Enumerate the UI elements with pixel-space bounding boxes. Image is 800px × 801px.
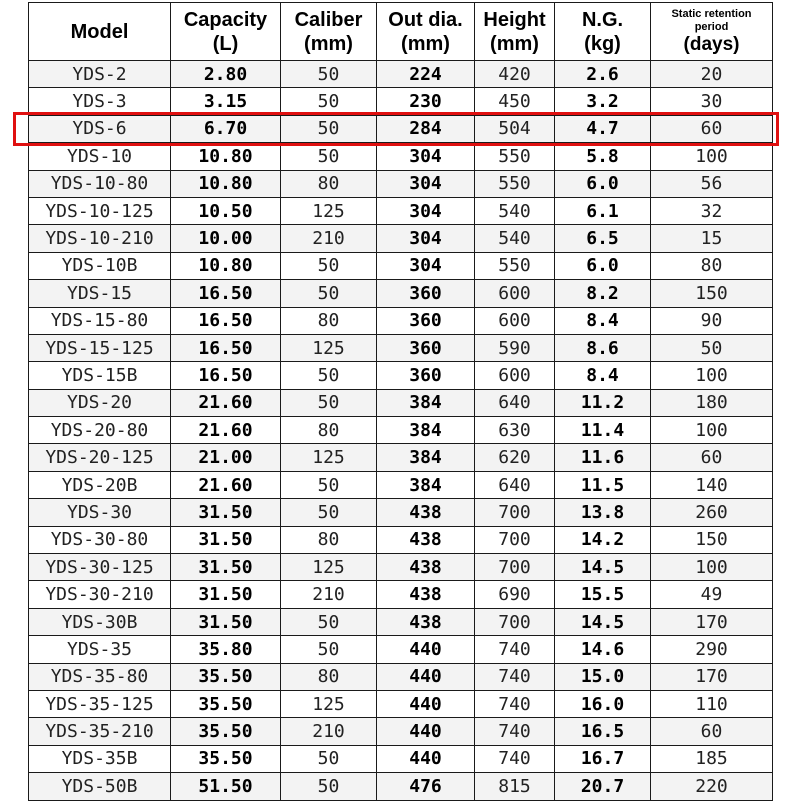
retention-cell: 56 [651,170,773,197]
model-cell: YDS-10B [29,252,171,279]
height-cell: 600 [475,362,555,389]
model-cell: YDS-10-210 [29,225,171,252]
retention-cell: 140 [651,471,773,498]
retention-cell: 30 [651,88,773,115]
model-cell: YDS-15B [29,362,171,389]
retention-cell: 49 [651,581,773,608]
retention-cell: 32 [651,197,773,224]
ng-cell: 14.2 [555,526,651,553]
ng-cell: 14.6 [555,636,651,663]
capacity-cell: 16.50 [171,362,281,389]
caliber-cell: 125 [281,690,377,717]
caliber-cell: 50 [281,88,377,115]
retention-cell: 260 [651,499,773,526]
height-cell: 700 [475,554,555,581]
table-row [29,88,773,115]
ng-cell: 6.5 [555,225,651,252]
spec-table [28,2,773,801]
table-row [29,197,773,224]
retention-cell: 220 [651,773,773,800]
ng-cell: 6.0 [555,252,651,279]
capacity-cell: 31.50 [171,526,281,553]
height-cell: 550 [475,252,555,279]
table-row [29,471,773,498]
model-cell: YDS-15 [29,280,171,307]
model-cell: YDS-35 [29,636,171,663]
capacity-cell: 35.50 [171,663,281,690]
capacity-cell: 6.70 [171,115,281,142]
height-cell: 740 [475,745,555,772]
caliber-cell: 50 [281,389,377,416]
capacity-cell: 21.60 [171,389,281,416]
out-dia-cell: 304 [377,143,475,170]
capacity-cell: 31.50 [171,554,281,581]
caliber-cell: 125 [281,444,377,471]
height-cell: 600 [475,307,555,334]
table-row [29,307,773,334]
table-row [29,690,773,717]
ng-cell: 16.0 [555,690,651,717]
ng-cell: 15.0 [555,663,651,690]
retention-cell: 180 [651,389,773,416]
header-row [29,3,773,61]
capacity-cell: 16.50 [171,307,281,334]
caliber-cell: 50 [281,773,377,800]
capacity-cell: 31.50 [171,608,281,635]
model-cell: YDS-50B [29,773,171,800]
capacity-cell: 2.80 [171,61,281,88]
header-ng: N.G. (kg) [555,3,651,61]
ng-cell: 4.7 [555,115,651,142]
model-cell: YDS-30-210 [29,581,171,608]
capacity-cell: 21.60 [171,471,281,498]
height-cell: 740 [475,636,555,663]
ng-cell: 11.6 [555,444,651,471]
out-dia-cell: 284 [377,115,475,142]
model-cell: YDS-6 [29,115,171,142]
table-row [29,608,773,635]
table-row [29,636,773,663]
header-out-dia: Out dia. (mm) [377,3,475,61]
height-cell: 700 [475,526,555,553]
caliber-cell: 210 [281,718,377,745]
capacity-cell: 10.50 [171,197,281,224]
retention-cell: 90 [651,307,773,334]
table-row [29,526,773,553]
ng-cell: 13.8 [555,499,651,526]
table-row [29,499,773,526]
height-cell: 540 [475,225,555,252]
height-cell: 740 [475,718,555,745]
caliber-cell: 125 [281,554,377,581]
retention-cell: 15 [651,225,773,252]
ng-cell: 11.2 [555,389,651,416]
table-row [29,773,773,800]
capacity-cell: 21.60 [171,417,281,444]
out-dia-cell: 384 [377,417,475,444]
ng-cell: 2.6 [555,61,651,88]
height-cell: 590 [475,334,555,361]
height-cell: 540 [475,197,555,224]
ng-cell: 11.4 [555,417,651,444]
ng-cell: 6.1 [555,197,651,224]
capacity-cell: 35.80 [171,636,281,663]
model-cell: YDS-3 [29,88,171,115]
model-cell: YDS-10-80 [29,170,171,197]
out-dia-cell: 440 [377,663,475,690]
retention-cell: 150 [651,526,773,553]
ng-cell: 16.7 [555,745,651,772]
out-dia-cell: 360 [377,362,475,389]
table-row [29,718,773,745]
caliber-cell: 210 [281,225,377,252]
height-cell: 740 [475,690,555,717]
out-dia-cell: 384 [377,389,475,416]
table-row [29,143,773,170]
out-dia-cell: 384 [377,471,475,498]
model-cell: YDS-20 [29,389,171,416]
ng-cell: 8.2 [555,280,651,307]
ng-cell: 20.7 [555,773,651,800]
out-dia-cell: 438 [377,554,475,581]
ng-cell: 16.5 [555,718,651,745]
out-dia-cell: 440 [377,636,475,663]
caliber-cell: 125 [281,334,377,361]
model-cell: YDS-30-80 [29,526,171,553]
capacity-cell: 16.50 [171,280,281,307]
height-cell: 640 [475,389,555,416]
model-cell: YDS-35-80 [29,663,171,690]
model-cell: YDS-35B [29,745,171,772]
height-cell: 700 [475,499,555,526]
out-dia-cell: 384 [377,444,475,471]
table-row [29,554,773,581]
out-dia-cell: 360 [377,334,475,361]
caliber-cell: 50 [281,143,377,170]
capacity-cell: 21.00 [171,444,281,471]
header-model: Model [29,3,171,61]
table-row [29,225,773,252]
out-dia-cell: 360 [377,307,475,334]
ng-cell: 8.4 [555,362,651,389]
height-cell: 420 [475,61,555,88]
caliber-cell: 80 [281,526,377,553]
retention-cell: 60 [651,115,773,142]
ng-cell: 8.4 [555,307,651,334]
height-cell: 690 [475,581,555,608]
retention-cell: 50 [651,334,773,361]
out-dia-cell: 438 [377,608,475,635]
caliber-cell: 50 [281,499,377,526]
out-dia-cell: 476 [377,773,475,800]
out-dia-cell: 304 [377,252,475,279]
out-dia-cell: 304 [377,170,475,197]
model-cell: YDS-15-80 [29,307,171,334]
capacity-cell: 10.00 [171,225,281,252]
retention-cell: 100 [651,362,773,389]
height-cell: 600 [475,280,555,307]
table-row [29,252,773,279]
caliber-cell: 50 [281,471,377,498]
out-dia-cell: 304 [377,197,475,224]
capacity-cell: 10.80 [171,252,281,279]
table-row [29,417,773,444]
out-dia-cell: 440 [377,745,475,772]
table-row [29,745,773,772]
caliber-cell: 125 [281,197,377,224]
model-cell: YDS-35-125 [29,690,171,717]
retention-cell: 60 [651,444,773,471]
table-row [29,61,773,88]
capacity-cell: 3.15 [171,88,281,115]
out-dia-cell: 438 [377,526,475,553]
caliber-cell: 50 [281,362,377,389]
ng-cell: 5.8 [555,143,651,170]
caliber-cell: 80 [281,170,377,197]
caliber-cell: 80 [281,663,377,690]
model-cell: YDS-20B [29,471,171,498]
header-retention: Static retention period (days) [651,3,773,61]
table-row [29,389,773,416]
out-dia-cell: 360 [377,280,475,307]
header-height: Height (mm) [475,3,555,61]
height-cell: 450 [475,88,555,115]
table-row [29,334,773,361]
caliber-cell: 50 [281,61,377,88]
out-dia-cell: 304 [377,225,475,252]
model-cell: YDS-30-125 [29,554,171,581]
ng-cell: 3.2 [555,88,651,115]
header-capacity: Capacity (L) [171,3,281,61]
retention-cell: 170 [651,608,773,635]
height-cell: 630 [475,417,555,444]
ng-cell: 14.5 [555,554,651,581]
height-cell: 620 [475,444,555,471]
out-dia-cell: 224 [377,61,475,88]
out-dia-cell: 438 [377,581,475,608]
retention-cell: 150 [651,280,773,307]
height-cell: 700 [475,608,555,635]
capacity-cell: 35.50 [171,745,281,772]
retention-cell: 100 [651,417,773,444]
out-dia-cell: 438 [377,499,475,526]
capacity-cell: 31.50 [171,581,281,608]
height-cell: 504 [475,115,555,142]
out-dia-cell: 230 [377,88,475,115]
height-cell: 640 [475,471,555,498]
out-dia-cell: 440 [377,718,475,745]
model-cell: YDS-15-125 [29,334,171,361]
caliber-cell: 50 [281,608,377,635]
caliber-cell: 50 [281,252,377,279]
model-cell: YDS-2 [29,61,171,88]
retention-cell: 100 [651,143,773,170]
height-cell: 550 [475,170,555,197]
capacity-cell: 35.50 [171,690,281,717]
retention-cell: 80 [651,252,773,279]
height-cell: 740 [475,663,555,690]
retention-cell: 110 [651,690,773,717]
model-cell: YDS-10 [29,143,171,170]
ng-cell: 6.0 [555,170,651,197]
ng-cell: 15.5 [555,581,651,608]
retention-cell: 100 [651,554,773,581]
table-row [29,115,773,142]
caliber-cell: 80 [281,307,377,334]
caliber-cell: 80 [281,417,377,444]
table-row [29,581,773,608]
table-row [29,170,773,197]
retention-cell: 60 [651,718,773,745]
height-cell: 815 [475,773,555,800]
caliber-cell: 210 [281,581,377,608]
model-cell: YDS-20-125 [29,444,171,471]
retention-cell: 20 [651,61,773,88]
capacity-cell: 31.50 [171,499,281,526]
model-cell: YDS-35-210 [29,718,171,745]
ng-cell: 14.5 [555,608,651,635]
retention-cell: 170 [651,663,773,690]
model-cell: YDS-30B [29,608,171,635]
capacity-cell: 35.50 [171,718,281,745]
ng-cell: 8.6 [555,334,651,361]
caliber-cell: 50 [281,636,377,663]
capacity-cell: 16.50 [171,334,281,361]
height-cell: 550 [475,143,555,170]
caliber-cell: 50 [281,280,377,307]
capacity-cell: 10.80 [171,170,281,197]
retention-cell: 290 [651,636,773,663]
model-cell: YDS-10-125 [29,197,171,224]
header-caliber: Caliber (mm) [281,3,377,61]
table-row [29,280,773,307]
ng-cell: 11.5 [555,471,651,498]
table-body [29,61,773,801]
caliber-cell: 50 [281,115,377,142]
table-row [29,444,773,471]
retention-cell: 185 [651,745,773,772]
caliber-cell: 50 [281,745,377,772]
capacity-cell: 10.80 [171,143,281,170]
table-row [29,362,773,389]
model-cell: YDS-30 [29,499,171,526]
out-dia-cell: 440 [377,690,475,717]
table-row [29,663,773,690]
model-cell: YDS-20-80 [29,417,171,444]
capacity-cell: 51.50 [171,773,281,800]
